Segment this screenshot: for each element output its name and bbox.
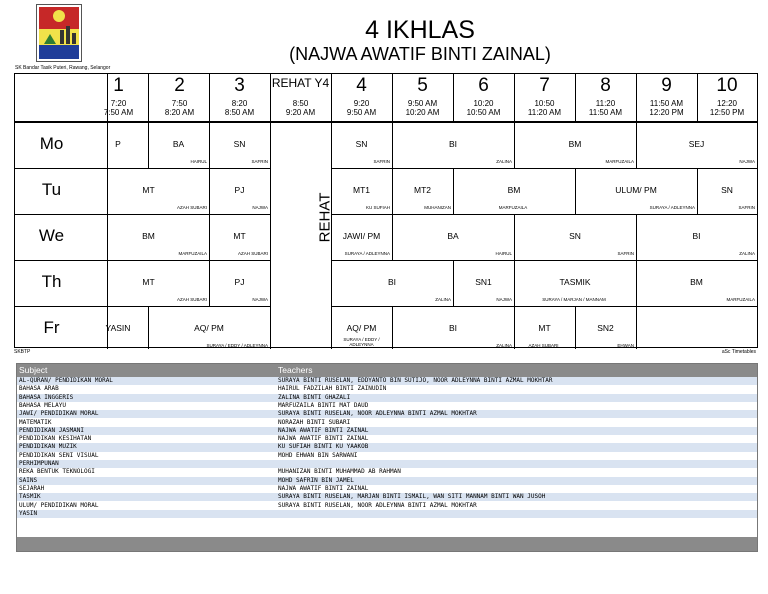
legend-subject: SAINS (19, 476, 38, 484)
lesson-teacher: ZALINA (496, 343, 512, 348)
lesson-teacher: MUHANIZAN (424, 205, 451, 210)
period-number: 9 (661, 75, 672, 96)
period-end: 7:50 AM (103, 108, 134, 117)
legend-row (17, 427, 757, 435)
period-end: 10:20 AM (405, 108, 440, 117)
legend-subject: AL-QURAN/ PENDIDIKAN MORAL (19, 377, 113, 384)
lesson-subject: BI (387, 277, 397, 287)
lesson-teacher: SAFRIN (251, 159, 268, 164)
legend-teachers: MOHD SAFRIN BIN JAMEL (278, 476, 354, 484)
legend-row (17, 435, 757, 443)
period-end: 8:50 AM (224, 108, 255, 117)
period-start: 10:50 (534, 99, 555, 108)
lesson-subject: BM (142, 231, 155, 241)
legend-subject: MATEMATIK (19, 418, 52, 426)
period-end: 10:50 AM (466, 108, 501, 117)
period-start: 12:20 (716, 99, 738, 108)
footer-school-code: SKBTP (14, 349, 31, 355)
lesson-teacher: MARFUZAILA (498, 205, 528, 210)
lesson-subject: ULUM/ PM (615, 185, 657, 195)
period-start: 11:20 (595, 99, 616, 108)
legend-teachers: NAJWA AWATIF BINTI ZAINAL (278, 435, 369, 443)
lesson-subject: AQ/ PM (346, 323, 377, 333)
legend-row (17, 394, 757, 402)
lesson-subject: BI (692, 231, 701, 241)
period-number: REHAT Y4 (271, 76, 330, 90)
period-start: 9:50 AM (407, 99, 438, 108)
legend-subject: PENDIDIKAN MUZIK (19, 443, 77, 451)
legend-teachers: NAJWA AWATIF BINTI ZAINAL (278, 484, 369, 492)
class-teacher-subtitle: (NAJWA AWATIF BINTI ZAINAL) (289, 44, 551, 64)
legend-subject: PERHIMPUNAN (19, 460, 59, 467)
legend-row (17, 452, 757, 460)
legend-teachers: HAIRUL FADZILAH BINTI ZAINUDIN (278, 385, 387, 393)
legend-row (17, 460, 757, 468)
lesson-subject: MT (142, 277, 155, 287)
day-label: Mo (39, 134, 64, 153)
period-number: 5 (417, 75, 428, 96)
lesson-subject: JAWI/ PM (342, 231, 381, 241)
lesson-teacher: EHWAN (617, 343, 634, 348)
period-number: 2 (174, 75, 185, 96)
lesson-teacher: SAFRIN (617, 251, 634, 256)
period-end: 12:50 PM (709, 108, 745, 117)
period-end: 8:20 AM (164, 108, 195, 117)
lesson-teacher: SURAYA / EDDY / ADLEYNNA (206, 343, 268, 348)
lesson-subject: MT (538, 323, 551, 333)
lesson-teacher: ZALINA (435, 297, 451, 302)
lesson-teacher: AZAH SUBARI (176, 297, 207, 302)
period-end: 9:20 AM (285, 108, 316, 117)
legend-teachers: MARFUZAILA BINTI MAT DAUD (278, 401, 369, 409)
period-end: 11:20 AM (527, 108, 562, 117)
legend-teachers: MOHD EHWAN BIN SARWANI (278, 451, 358, 459)
legend-subject: ULUM/ PENDIDIKAN MORAL (19, 501, 99, 509)
lesson-subject: MT (142, 185, 155, 195)
legend-row (17, 485, 757, 493)
legend-subject: PENDIDIKAN JASMANI (19, 426, 85, 434)
lesson-subject: BI (448, 139, 458, 149)
legend-subject: BAHASA INGGERIS (19, 393, 74, 401)
footer-software: aSc Timetables (721, 349, 756, 355)
legend-teachers: SURAYA BINTI RUSELAN, EDDYANTO BIN SUTIJO, NOOR ADLEYNNA BINTI AZMAL MOKHTAR (278, 377, 553, 384)
legend-subject: BAHASA MELAYU (19, 401, 66, 409)
period-start: 7:20 (110, 99, 127, 108)
lesson-teacher: SAFRIN (738, 205, 755, 210)
legend-subject: PENDIDIKAN KESIHATAN (19, 435, 92, 443)
lesson-teacher: AZAH SUBARI (528, 343, 559, 348)
legend-header-subject: Subject (19, 365, 48, 375)
lesson-teacher: NAJWA (252, 297, 268, 302)
period-start: 8:50 (292, 99, 309, 108)
lesson-subject: BM (690, 277, 703, 287)
lesson-teacher: MARFUZAILA (726, 297, 755, 302)
day-label: Fr (43, 318, 60, 337)
lesson-subject: MT2 (414, 185, 431, 195)
lesson-teacher: NAJWA (252, 205, 268, 210)
lesson-teacher: MARFUZAILA (178, 251, 207, 256)
period-number: 1 (113, 75, 124, 96)
period-start: 7:50 (171, 99, 188, 108)
period-number: 8 (600, 75, 611, 96)
legend-teachers: ZALINA BINTI GHAZALI (278, 393, 351, 401)
legend-row (17, 385, 757, 393)
lesson-subject: BA (172, 139, 185, 149)
day-label: Tu (41, 180, 62, 199)
legend-teachers: SURAYA BINTI RUSELAN, NOOR ADLEYNNA BINTI AZMAL MOKHTAR (278, 410, 477, 418)
class-title: 4 IKHLAS (365, 16, 475, 44)
lesson-subject: AQ/ PM (194, 323, 224, 333)
day-label: We (38, 226, 65, 245)
lesson-teacher: NAJWA (739, 159, 755, 164)
timetable-grid (14, 73, 758, 348)
period-number: 10 (716, 75, 738, 96)
legend-subject: SEJARAH (19, 484, 45, 492)
period-start: 11:50 AM (649, 99, 684, 108)
legend-teachers: NORAZAH BINTI SUBARI (278, 418, 351, 426)
legend-teachers: MUHANIZAN BINTI MUHAMMAD AB RAHMAN (278, 468, 401, 476)
legend-subject: BAHASA ARAB (19, 385, 59, 393)
lesson-teacher: HAIRUL (190, 159, 207, 164)
lesson-subject: PJ (234, 185, 245, 195)
lesson-teacher: SURAYA / EDDY / ADLEYNNA (343, 337, 380, 347)
lesson-subject: BM (568, 139, 582, 149)
subject-teacher-legend (16, 363, 758, 552)
legend-row (17, 377, 757, 385)
lesson-subject: BI (448, 323, 458, 333)
lesson-subject: PJ (234, 277, 245, 287)
lesson-subject: MT1 (353, 185, 370, 195)
lesson-subject: BM (507, 185, 521, 195)
legend-row (17, 493, 757, 501)
lesson-teacher: AZAH SUBARI (237, 251, 268, 256)
lesson-teacher: ZALINA (739, 251, 755, 256)
period-number: 6 (478, 75, 489, 96)
lesson-subject: SN1 (475, 277, 492, 287)
legend-teachers: NAJWA AWATIF BINTI ZAINAL (278, 426, 369, 434)
lesson-subject: SN (355, 139, 368, 149)
lesson-subject: YASIN (105, 323, 131, 333)
lesson-teacher: AZAH SUBARI (176, 205, 207, 210)
period-number: 4 (356, 75, 367, 96)
lesson-subject: SN2 (597, 323, 614, 333)
lesson-teacher: SAFRIN (373, 159, 390, 164)
legend-teachers: SURAYA BINTI RUSELAN, MARJAN BINTI ISMAIL, WAN SITI MANNAM BINTI WAN JUSOH (278, 493, 546, 501)
legend-subject: YASIN (19, 509, 38, 517)
period-number: 3 (234, 75, 245, 96)
lesson-teacher: SURAYA / ADLEYNNA (649, 205, 695, 210)
school-logo-icon (36, 4, 82, 62)
legend-subject: TASMIK (19, 493, 41, 501)
day-label: Th (41, 272, 62, 291)
lesson-teacher: HAIRUL (495, 251, 512, 256)
legend-header (17, 364, 757, 377)
lesson-subject: SN (569, 231, 581, 241)
legend-teachers: SURAYA BINTI RUSELAN, NOOR ADLEYNNA BINTI AZMAL MOKHTAR (278, 501, 477, 509)
legend-row (17, 419, 757, 427)
legend-row (17, 402, 757, 410)
period-start: 10:20 (473, 99, 494, 108)
legend-row (17, 502, 757, 510)
lesson-teacher: SURAYA / ADLEYNNA (344, 251, 390, 256)
lesson-subject: SN (721, 185, 733, 195)
legend-row (17, 477, 757, 485)
legend-row (17, 443, 757, 451)
legend-header-teachers: Teachers (278, 365, 313, 375)
legend-subject: JAWI/ PENDIDIKAN MORAL (19, 410, 99, 418)
lesson-teacher: MARFUZAILA (605, 159, 634, 164)
school-name: SK Bandar Tasik Puteri, Rawang, Selangor (15, 65, 111, 71)
period-end: 9:50 AM (346, 108, 377, 117)
lesson-teacher: NAJWA (496, 297, 512, 302)
lesson-subject: MT (233, 231, 246, 241)
lesson-subject: SEJ (688, 139, 705, 149)
legend-footer-bar (17, 537, 757, 551)
lesson-subject: BA (447, 231, 459, 241)
period-end: 11:50 AM (588, 108, 623, 117)
legend-row (17, 410, 757, 418)
legend-teachers: KU SUFIAH BINTI KU YAAKOB (278, 443, 369, 451)
period-start: 9:20 (353, 99, 370, 108)
period-end: 12:20 PM (649, 108, 684, 117)
lesson-subject: TASMIK (559, 277, 591, 287)
period-start: 8:20 (231, 99, 248, 108)
lesson-teacher: KU SUFIAH (365, 205, 390, 210)
rehat-label: REHAT (316, 192, 334, 243)
lesson-teacher: SURAYA / MARJAN / MANNAM (542, 297, 606, 302)
lesson-subject: SN (233, 139, 246, 149)
lesson-subject: P (115, 139, 121, 149)
legend-row (17, 468, 757, 476)
period-number: 7 (539, 75, 550, 96)
legend-subject: PENDIDIKAN SENI VISUAL (19, 451, 99, 459)
lesson-teacher: ZALINA (496, 159, 512, 164)
legend-subject: REKA BENTUK TEKNOLOGI (19, 468, 95, 476)
legend-row (17, 510, 757, 518)
